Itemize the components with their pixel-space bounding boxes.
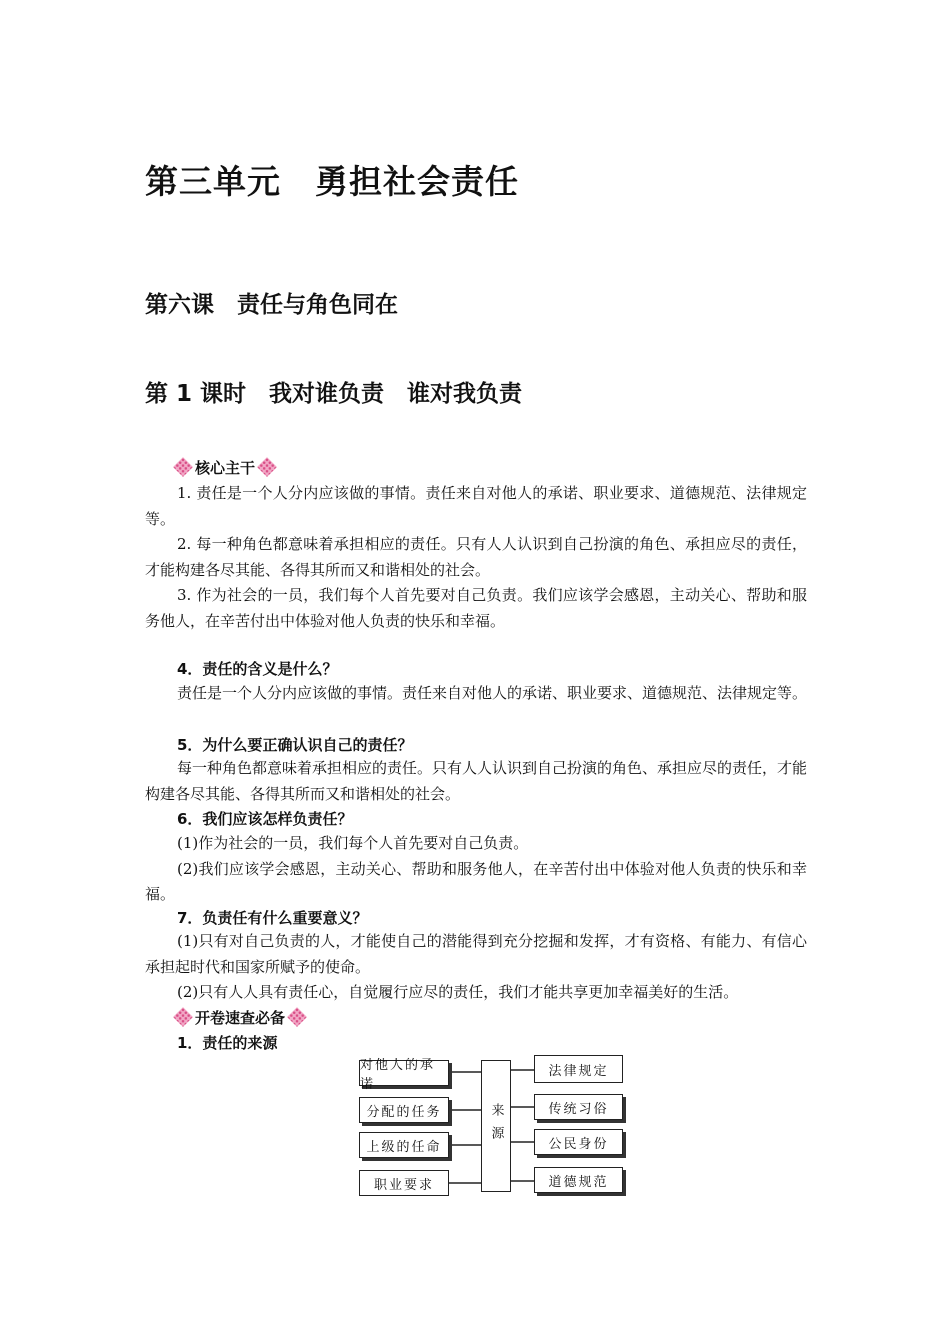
responsibility-source-diagram [355,1050,635,1202]
source-box-right: 传统习俗 [534,1094,623,1120]
core-item: 3. 作为社会的一员，我们每个人首先要对自己负责。我们应该学会感恩，主动关心、帮助和服务他人，在辛苦付出中体验对他人负责的快乐和幸福。 [145,586,807,630]
answer-block [145,831,807,908]
section-label: 核心主干 [195,458,256,477]
answer-text: (1)只有对自己负责的人，才能使自己的潜能得到充分挖掘和发挥，才有资格、有能力、有信心承担起时代和国家所赋予的使命。 [145,932,807,976]
section-tag-quick [176,1006,304,1028]
pink-diamond-icon [287,1007,307,1027]
answer-text: (1)作为社会的一员，我们每个人首先要对自己负责。 [177,834,529,852]
question-heading: 6．我们应该怎样负责任？ [177,810,353,828]
answer-text: (2)我们应该学会感恩，主动关心、帮助和服务他人，在辛苦付出中体验对他人负责的快乐和幸福。 [145,859,807,903]
source-box-left: 职业要求 [359,1170,449,1196]
answer-block [145,929,807,1006]
period-title: 第 1 课时 我对谁负责 谁对我负责 [145,381,523,407]
center-label: 来源 [488,1103,504,1149]
source-box-right: 道德规范 [534,1167,623,1193]
pink-diamond-icon [257,457,277,477]
source-box-right: 公民身份 [534,1129,623,1155]
item-heading: 1．责任的来源 [177,1034,278,1052]
core-items [145,481,807,634]
pink-diamond-icon [173,1007,193,1027]
source-box-left: 上级的任命 [359,1132,449,1158]
section-label: 开卷速查必备 [195,1008,286,1027]
answer-text: 每一种角色都意味着承担相应的责任。只有人人认识到自己扮演的角色、承担应尽的责任，才能构建各尽其能、各得其所而又和谐相处的社会。 [145,759,808,803]
question-heading: 7．负责任有什么重要意义？ [177,909,368,927]
source-box-left: 分配的任务 [359,1097,449,1123]
question-heading: 4．责任的含义是什么？ [177,660,338,678]
answer-block [145,756,807,807]
answer-text: (2)只有人人具有责任心，自觉履行应尽的责任，我们才能共享更加幸福美好的生活。 [177,983,739,1001]
source-box-left: 对他人的承诺 [359,1060,449,1086]
source-box-right: 法律规定 [534,1055,623,1083]
question-heading: 5．为什么要正确认识自己的责任？ [177,736,413,754]
pink-diamond-icon [173,457,193,477]
core-item: 1. 责任是一个人分内应该做的事情。责任来自对他人的承诺、职业要求、道德规范、法律规定等。 [145,484,807,528]
source-center-box [481,1060,511,1192]
section-tag-core [176,456,274,478]
answer-text: 责任是一个人分内应该做的事情。责任来自对他人的承诺、职业要求、道德规范、法律规定等。 [177,684,808,702]
unit-title: 第三单元 勇担社会责任 [145,162,519,201]
lesson-title: 第六课 责任与角色同在 [145,292,398,318]
core-item: 2. 每一种角色都意味着承担相应的责任。只有人人认识到自己扮演的角色、承担应尽的责任，才能构建各尽其能、各得其所而又和谐相处的社会。 [145,535,807,579]
answer-block [145,681,807,707]
